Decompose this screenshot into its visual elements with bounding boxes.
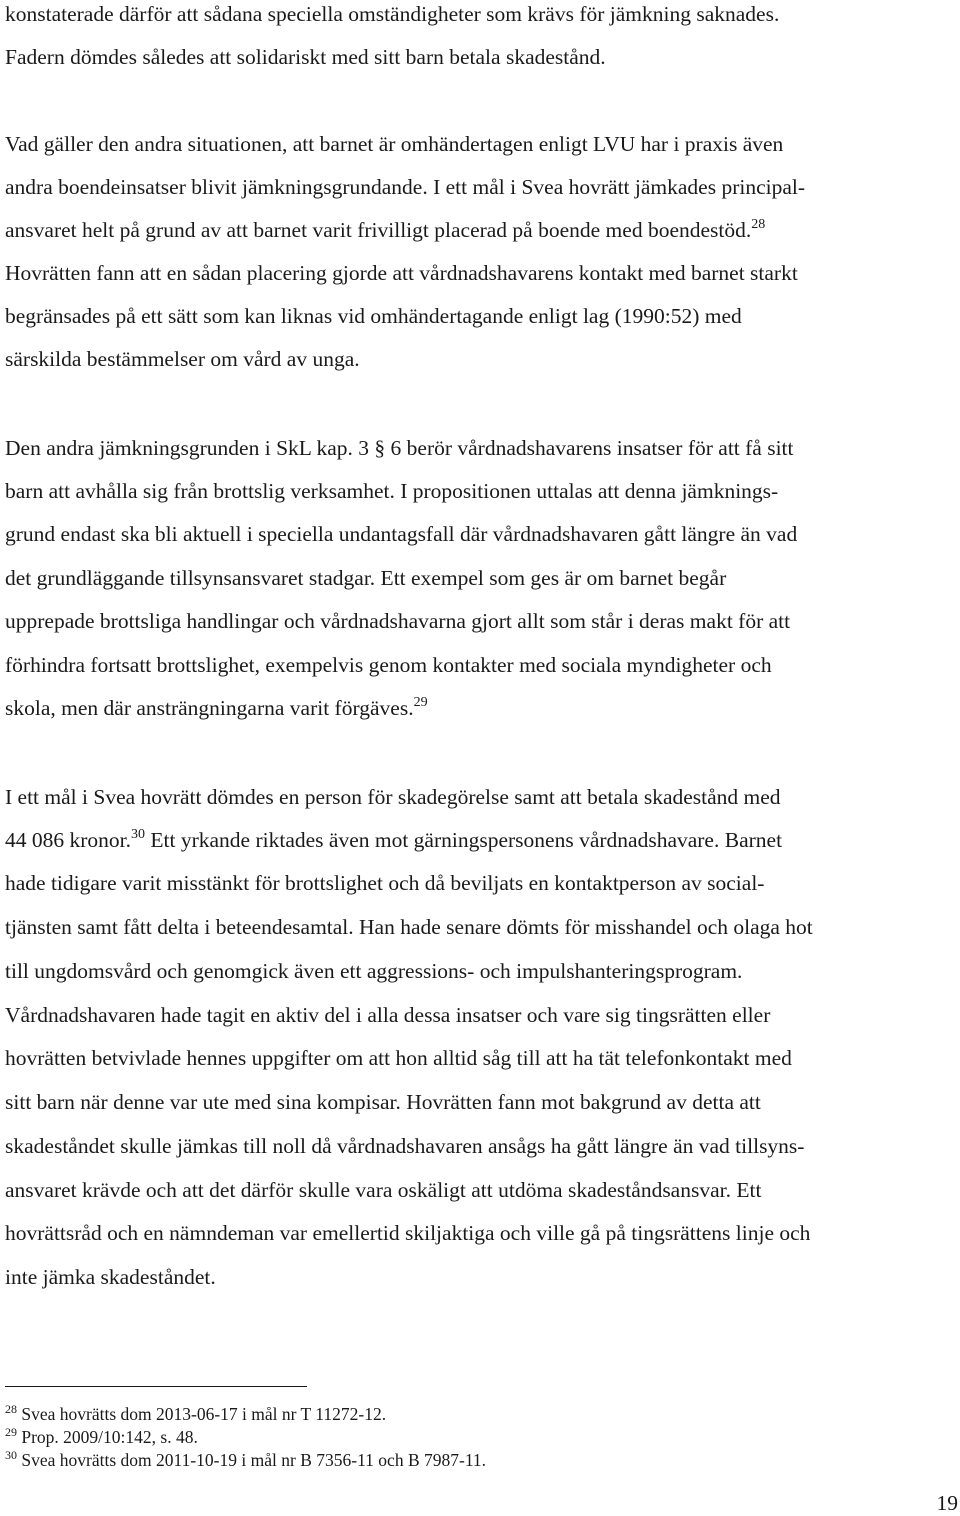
body-line: Fadern dömdes således att solidariskt med sitt barn betala skadestånd. (5, 45, 606, 69)
body-line (5, 826, 782, 858)
footnote (5, 1426, 198, 1450)
footnote-number: 29 (5, 1425, 17, 1439)
body-line: grund endast ska bli aktuell i speciella undantagsfall där vårdnadshavaren gått längre än vad (5, 522, 798, 546)
body-line-text: 44 086 kronor. (5, 828, 132, 852)
footnote-ref[interactable]: 28 (751, 217, 766, 232)
footnote-text: Prop. 2009/10:142, s. 48. (21, 1427, 198, 1447)
footnote (5, 1449, 486, 1473)
body-line: till ungdomsvård och genomgick även ett aggressions- och impulshanteringsprogram. (5, 959, 743, 983)
body-line: det grundläggande tillsynsansvaret stadgar. Ett exempel som ges är om barnet begår (5, 566, 727, 590)
body-line: hovrättsråd och en nämndeman var emellertid skiljaktiga och ville gå på tingsrättens linje och (5, 1221, 811, 1245)
body-line (5, 694, 428, 726)
body-line: begränsades på ett sätt som kan liknas vid omhändertagande enligt lag (1990:52) med (5, 304, 742, 328)
body-line: Vad gäller den andra situationen, att barnet är omhändertagen enligt LVU har i praxis även (5, 132, 784, 156)
body-line: Den andra jämkningsgrunden i SkL kap. 3 § 6 berör vårdnadshavarens insatser för att få sitt (5, 436, 794, 460)
footnote-number: 28 (5, 1402, 17, 1416)
body-line-text: Ett yrkande riktades även mot gärningspersonens vårdnadshavare. Barnet (150, 828, 783, 852)
body-line: andra boendeinsatser blivit jämkningsgrundande. I ett mål i Svea hovrätt jämkades principal- (5, 175, 806, 199)
body-line: särskilda bestämmelser om vård av unga. (5, 347, 360, 371)
body-line: hade tidigare varit misstänkt för brottslighet och då beviljats en kontaktperson av social- (5, 871, 765, 895)
footnote-text: Svea hovrätts dom 2011-10-19 i mål nr B 7356-11 och B 7987-11. (21, 1450, 487, 1470)
page-number: 19 (936, 1491, 958, 1515)
body-line: tjänsten samt fått delta i beteendesamtal. Han hade senare dömts för misshandel och olaga hot (5, 915, 813, 939)
body-line: I ett mål i Svea hovrätt dömdes en person för skadegörelse samt att betala skadestånd med (5, 785, 781, 809)
body-line: förhindra fortsatt brottslighet, exempelvis genom kontakter med sociala myndigheter och (5, 653, 772, 677)
body-line (5, 216, 765, 248)
body-line: konstaterade därför att sådana speciella omständigheter som krävs för jämkning saknades. (5, 2, 780, 26)
footnote-number: 30 (5, 1448, 17, 1462)
body-line: hovrätten betvivlade hennes uppgifter om att hon alltid såg till att ha tät telefonkontakt med (5, 1046, 792, 1070)
body-line: barn att avhålla sig från brottslig verksamhet. I propositionen uttalas att denna jämknings- (5, 479, 779, 503)
footnote-ref[interactable]: 30 (131, 827, 146, 842)
footnote-separator (5, 1386, 307, 1387)
body-line: ansvaret krävde och att det därför skulle vara oskäligt att utdöma skadeståndsansvar. Ett (5, 1178, 762, 1202)
footnote-ref[interactable]: 29 (413, 695, 428, 710)
body-line: skadeståndet skulle jämkas till noll då vårdnadshavaren ansågs ha gått längre än vad tillsyns- (5, 1134, 805, 1158)
body-line: upprepade brottsliga handlingar och vårdnadshavarna gjort allt som står i deras makt för att (5, 609, 791, 633)
footnote-text: Svea hovrätts dom 2013-06-17 i mål nr T 11272-12. (21, 1404, 387, 1424)
body-line: Hovrätten fann att en sådan placering gjorde att vårdnadshavarens kontakt med barnet starkt (5, 261, 798, 285)
body-line-text: skola, men där ansträngningarna varit förgäves. (5, 696, 414, 720)
body-line: sitt barn när denne var ute med sina kompisar. Hovrätten fann mot bakgrund av detta att (5, 1090, 761, 1114)
body-line: Vårdnadshavaren hade tagit en aktiv del i alla dessa insatser och vare sig tingsrätten eller (5, 1003, 771, 1027)
body-line-text: ansvaret helt på grund av att barnet varit frivilligt placerad på boende med boendestöd. (5, 218, 752, 242)
body-line: inte jämka skadeståndet. (5, 1265, 216, 1289)
footnote (5, 1403, 386, 1427)
